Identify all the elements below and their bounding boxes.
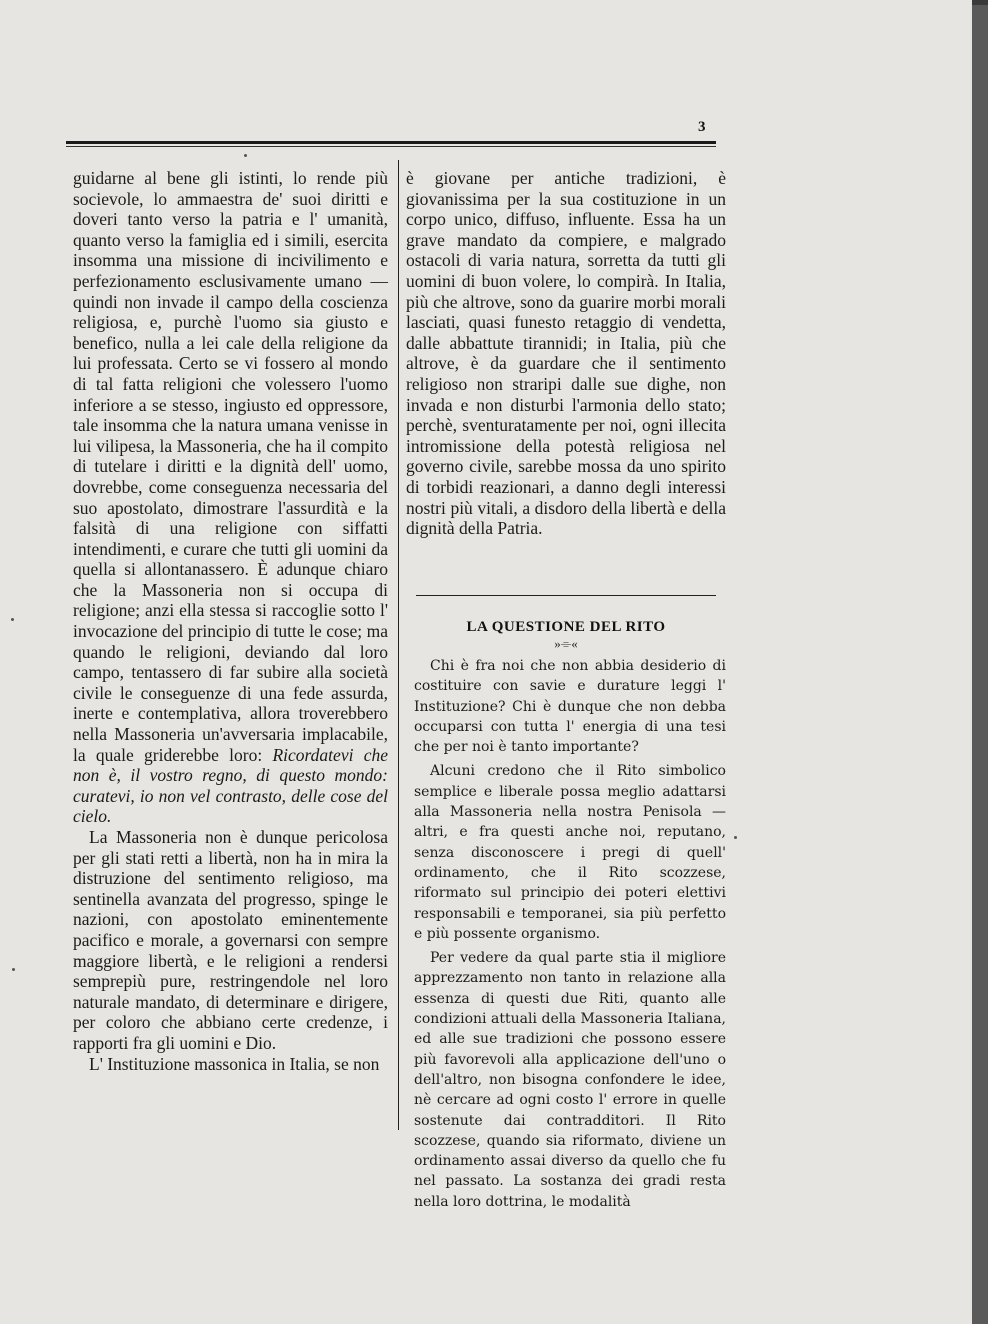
right-column-top bbox=[406, 168, 726, 539]
scan-speck bbox=[734, 836, 737, 839]
left-paragraph-2 bbox=[73, 827, 388, 1054]
right-column-section bbox=[414, 656, 726, 1216]
left-paragraph-1 bbox=[73, 168, 388, 827]
section-paragraph-3: Per vedere da qual parte stia il migliore apprezzamento non tanto in relazione alla essenza di questi due Riti, quanto alle condizioni attuali della Massoneria Italiana, ed alle sue tradizioni che possono essere più favorevoli alla applicazione dell'uno o dell'altro, non bisogna confondere le idee, nè cercare ad ogni costo l' errore in quelle sostenute dai contradditori. Il Rito scozzese, quando sia riformato, diviene un ordinamento assai diverso da quello che fu nel passato. La sostanza dei gradi resta nella loro dottrina, le modalità bbox=[414, 950, 726, 1210]
scan-speck bbox=[11, 618, 14, 621]
scan-speck bbox=[12, 968, 15, 971]
column-divider bbox=[398, 160, 399, 1130]
left-paragraph-1-text: guidarne al bene gli istinti, lo rende più socievole, lo ammaestra de' suoi diritti e doveri tanto verso la patria e l' umanità, quanto verso la famiglia ed i simili, esercita insomma una missione di incivilimento e perfezionamento esclusivamente umano — quindi non invade il campo della coscienza religiosa, e, purchè l'uomo sia giusto e benefico, nulla a lei cale della religione da lui professata. Certo se vi fossero al mondo di tal fatta religioni che volessero l'uomo inferiore a se stesso, ingiusto ed oppressore, tale insomma che la natura umana venisse in lui vilipesa, la Massoneria, che ha il compito di tutelare i diritti e la dignità dell' uomo, dovrebbe, come conseguenza necessaria del suo apostolato, dimostrare l'assurdità e la falsità di una religione con siffatti intendimenti, e curare che tutti gli uomini da quella si allontanassero. È adunque chiaro che la Massoneria non si occupa di religione; anzi ella stessa si raccoglie sotto l' invocazione del principio di tutte le cose; ma quando le religioni, deviando dal loro campo, tentassero di far subire alla società civile le conseguenze di una fede assurda, inerte e contemplativa, allora troverebbero nella Massoneria un'avversaria implacabile, la quale griderebbe loro: bbox=[73, 168, 388, 765]
left-paragraph-2-text: La Massoneria non è dunque pericolosa per gli stati retti a libertà, non ha in mira la distruzione del sentimento religioso, ma sentinella avanzata del progresso, spinge le nazioni, con apostolato eminentemente pacifico e morale, a governarsi con sempre maggiore libertà, e le religioni a rendersi semprepiù pure, restringendole nel loro naturale mandato, di determinare e dirigere, per coloro che abbiano certe credenze, i rapporti fra gli uomini e Dio. bbox=[73, 827, 388, 1053]
left-paragraph-1-italic: Ricordatevi che non è, il vostro regno, di questo mondo: curatevi, io non vel contrasto, delle cose del cielo. bbox=[73, 744, 388, 827]
scan-speck bbox=[244, 154, 247, 157]
section-separator bbox=[416, 595, 716, 596]
header-rule-thin bbox=[66, 146, 716, 147]
section-title: LA QUESTIONE DEL RITO bbox=[466, 619, 666, 635]
right-top-paragraph: è giovane per antiche tradizioni, è giovanissima per la sua costituzione in un corpo unico, diffuso, influente. Essa ha un grave mandato da compiere, e malgrado ostacoli di varia natura, sorretta da tutti gli uomini di buon volere, lo compirà. In Italia, più che altrove, sono da guarire morbi morali lasciati, quasi funesto retaggio di vendetta, dalle abbattute tirannidi; in Italia, più che altrove, è da guardare che il sentimento religioso non straripi dalle sue dighe, non invada e non disturbi l'armonia dello stato; perchè, sventuratamente per noi, ogni illecita intromissione della potestà religiosa nel governo civile, sarebbe mossa da uno spirito di torbidi reazionari, a danno degli interessi nostri più vitali, a disdoro della libertà e della dignità della Patria. bbox=[406, 168, 726, 539]
header-rule bbox=[66, 141, 716, 144]
left-paragraph-3 bbox=[73, 1054, 388, 1075]
left-column bbox=[73, 168, 388, 1074]
left-paragraph-3-text: L' Instituzione massonica in Italia, se non bbox=[89, 1053, 380, 1074]
section-paragraph-1: Chi è fra noi che non abbia desiderio di costituire con savie e durature leggi l' Instituzione? Chi è dunque che non debba occuparsi con tutta l' energia di una tesi che per noi è tanto importante? bbox=[414, 658, 726, 756]
title-ornament: »⌯« bbox=[554, 636, 578, 651]
page-number: 3 bbox=[698, 119, 706, 135]
section-paragraph-2: Alcuni credono che il Rito simbolico semplice e liberale possa meglio adattarsi alla Massoneria nella nostra Penisola — altri, e fra questi anche noi, reputano, senza disconoscere i pregi di quell' ordinamento, che il Rito scozzese, riformato sul principio dei poteri elettivi responsabili e temporanei, sia più perfetto e più possente organismo. bbox=[414, 763, 726, 942]
